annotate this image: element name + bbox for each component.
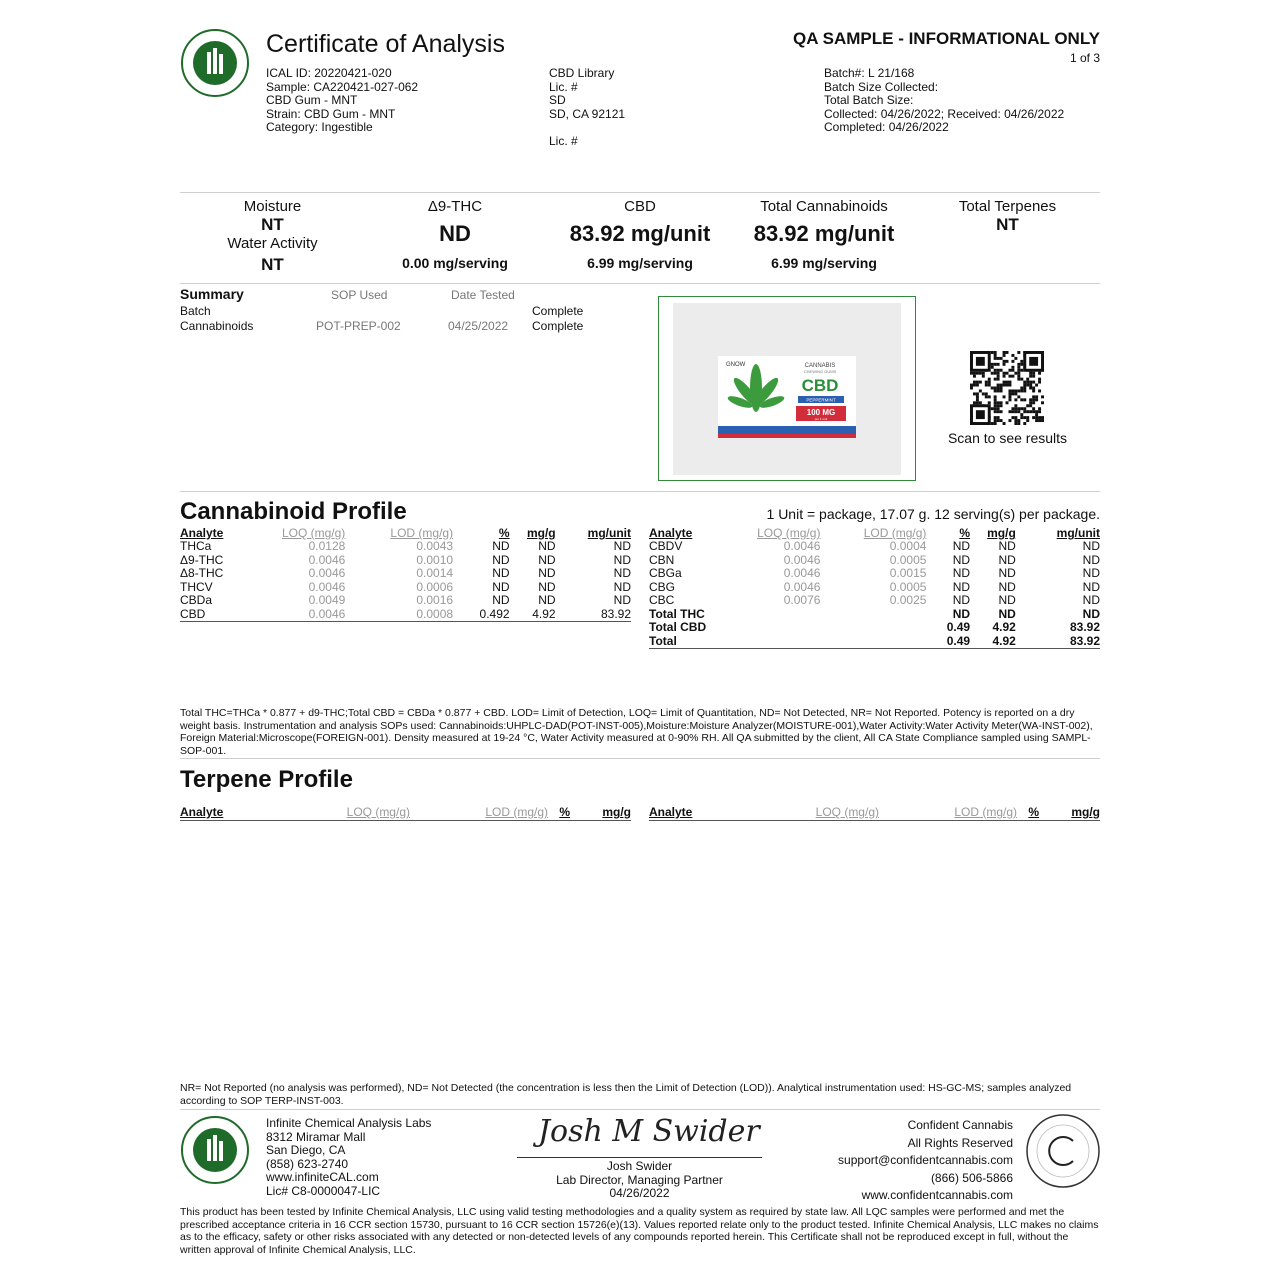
terpene-underline-left [180, 820, 631, 821]
svg-text:100 MG: 100 MG [806, 408, 836, 417]
terpene-note: NR= Not Reported (no analysis was performed), ND= Not Detected (the concentration is less then the Limit of Detection (LOD)). Analytical instrumentation used: HS-GC-MS; samples analyzed according to SOP TERP-INST-003. [180, 1082, 1072, 1107]
divider [180, 491, 1100, 492]
summary-status-cannabinoids: Complete [532, 319, 584, 333]
table-row: CBG 0.0046 0.0005 ND ND ND [649, 579, 1100, 594]
batch-info: Batch#: L 21/168 Batch Size Collected: Total Batch Size: Collected: 04/26/2022; Received: 04/26/2022 Completed: 04/26/2022 [824, 66, 1065, 134]
summary-date: 04/25/2022 [448, 319, 509, 333]
qr-caption: Scan to see results [947, 430, 1068, 446]
cbd-cell: CBD 83.92 mg/unit 6.99 mg/serving [569, 198, 711, 271]
divider [180, 758, 1100, 759]
signature: Josh M Swider [538, 1114, 760, 1149]
table-row: Δ8-THC 0.0046 0.0014 ND ND ND [180, 566, 631, 580]
summary-heading: Summary [180, 286, 244, 302]
d9thc-cell: Δ9-THC ND 0.00 mg/serving [402, 198, 508, 271]
sop-used-header: SOP Used [331, 288, 388, 302]
total-terpenes-cell: Total Terpenes NT [958, 198, 1057, 234]
terpene-underline-right [649, 820, 1100, 821]
table-row: Total CBD 0.49 4.92 83.92 [649, 620, 1100, 634]
sample-info: ICAL ID: 20220421-020 Sample: CA220421-027-062 CBD Gum - MNT Strain: CBD Gum - MNT Category: Ingestible [266, 66, 419, 134]
qr-code[interactable] [970, 351, 1044, 425]
unit-note: 1 Unit = package, 17.07 g. 12 serving(s) per package. [766, 506, 1100, 522]
total-cannabinoids-cell: Total Cannabinoids 83.92 mg/unit 6.99 mg/serving [753, 198, 895, 271]
svg-text:CHEWING GUMS: CHEWING GUMS [803, 369, 837, 374]
svg-text:per 1 unit: per 1 unit [814, 417, 828, 421]
disclaimer: This product has been tested by Infinite Chemical Analysis, LLC using valid testing methodologies and a quality system as required by state law. All LQC samples were performed and met the prescribed acceptance criteria in 16 CCR section 15730, pursuant to 16 CCR section 15726(e)(13). Values reported relate only to the product tested. Infinite Chemical Analysis, LLC makes no claims as to the efficacy, safety or other risks associated with any detected or non-detected levels of any compounds reported herein. This Certificate shall not be reproduced except in full, without the written approval of Infinite Chemical Analysis, LLC. [180, 1206, 1099, 1256]
svg-text:PEPPERMINT: PEPPERMINT [806, 397, 836, 403]
ical-logo [180, 28, 250, 98]
divider [180, 192, 1100, 193]
summary-row-cannabinoids: Cannabinoids [180, 319, 254, 333]
confident-cannabis-seal [1025, 1113, 1101, 1189]
divider [180, 283, 1100, 284]
cannabinoid-table-left: Analyte LOQ (mg/g) LOD (mg/g) % mg/g mg/unit THCa 0.0128 0.0043 ND ND ND Δ9-THC 0.0046 0.0010 ND ND ND Δ8-THC 0.0046 0.0014 ND ND ND THCV 0.0046 0.0006 ND ND ND CBDa 0.0049 0.0016 ND ND ND CBD 0.0046 0.0008 0.492 4.92 83.92 [180, 526, 631, 621]
summary-status-batch: Complete [532, 304, 584, 318]
date-tested-header: Date Tested [451, 288, 515, 302]
page-number: 1 of 3 [1069, 51, 1100, 65]
table-row: CBGa 0.0046 0.0015 ND ND ND [649, 566, 1100, 580]
ical-logo-footer [180, 1115, 250, 1185]
page-title: Certificate of Analysis [266, 30, 505, 58]
product-package [718, 356, 856, 438]
table-row: CBD 0.0046 0.0008 0.492 4.92 83.92 [180, 606, 631, 621]
lab-address: Infinite Chemical Analysis Labs 8312 Miramar Mall San Diego, CA (858) 623-2740 www.infiniteCAL.com Lic# C8-0000047-LIC [266, 1116, 432, 1198]
signer-info: Josh Swider Lab Director, Managing Partner 04/26/2022 [556, 1159, 723, 1200]
table-row: THCa 0.0128 0.0043 ND ND ND [180, 539, 631, 553]
terpene-table-left: Analyte LOQ (mg/g) LOD (mg/g) % mg/g [180, 805, 631, 819]
summary-sop: POT-PREP-002 [316, 319, 401, 333]
table-row: CBC 0.0076 0.0025 ND ND ND [649, 593, 1100, 607]
product-photo [673, 303, 901, 475]
signature-line [517, 1157, 762, 1158]
table-row: CBDV 0.0046 0.0004 ND ND ND [649, 539, 1100, 553]
table-row: THCV 0.0046 0.0006 ND ND ND [180, 579, 631, 594]
svg-text:GNOW: GNOW [726, 362, 746, 368]
cannabinoid-table-right: Analyte LOQ (mg/g) LOD (mg/g) % mg/g mg/unit CBDV 0.0046 0.0004 ND ND ND CBN 0.0046 0.0005 ND ND ND CBGa 0.0046 0.0015 ND ND ND CBG 0.0046 0.0005 ND ND ND CBC 0.0076 0.0025 ND ND ND Total THC ND ND ND Total CBD 0.49 4.92 83.92 Total 0.49 4.92 83.92 [649, 526, 1100, 648]
terpene-profile-title: Terpene Profile [180, 766, 353, 793]
table-row: CBN 0.0046 0.0005 ND ND ND [649, 552, 1100, 567]
moisture-cell: Moisture NT Water Activity NT [227, 198, 318, 274]
product-photo-frame [658, 296, 916, 481]
svg-text:CBD: CBD [801, 376, 839, 395]
summary-row-batch: Batch [180, 304, 211, 318]
divider [180, 1109, 1100, 1110]
table-row: Total THC ND ND ND [649, 606, 1100, 621]
svg-text:CANNABIS: CANNABIS [804, 363, 836, 369]
table-row: CBDa 0.0049 0.0016 ND ND ND [180, 593, 631, 607]
client-info: CBD Library Lic. # SD SD, CA 92121 Lic. # [549, 66, 626, 148]
table-row: Total 0.49 4.92 83.92 [649, 633, 1100, 648]
cannabinoid-note: Total THC=THCa * 0.877 + d9-THC;Total CBD = CBDa * 0.877 + CBD. LOD= Limit of Detection, LOQ= Limit of Quantitation, ND= Not Detected, NR= Not Reported. Potency is reported on a dry weight basis. Instrumentation and analysis SOPs used: Cannabinoids:UHPLC-DAD(POT-INST-005),Moisture:Moisture Analyzer(MOISTURE-001),Water Activity:Water Activity Meter(WA-INST-002), Foreign Material:Microscope(FOREIGN-001). Density measured at 19-24 °C, Water Activity measured at 0-90% RH. All QA submitted by the client, All CA State Compliance sampled using SAMPL-SOP-001. [180, 707, 1093, 757]
table-row: Δ9-THC 0.0046 0.0010 ND ND ND [180, 552, 631, 567]
qa-banner: QA SAMPLE - INFORMATIONAL ONLY [793, 29, 1100, 48]
terpene-table-right: Analyte LOQ (mg/g) LOD (mg/g) % mg/g [649, 805, 1100, 819]
cannabinoid-profile-title: Cannabinoid Profile [180, 498, 407, 525]
cc-info: Confident Cannabis All Rights Reserved support@confidentcannabis.com (866) 506-5866 www.confidentcannabis.com [838, 1118, 1013, 1202]
